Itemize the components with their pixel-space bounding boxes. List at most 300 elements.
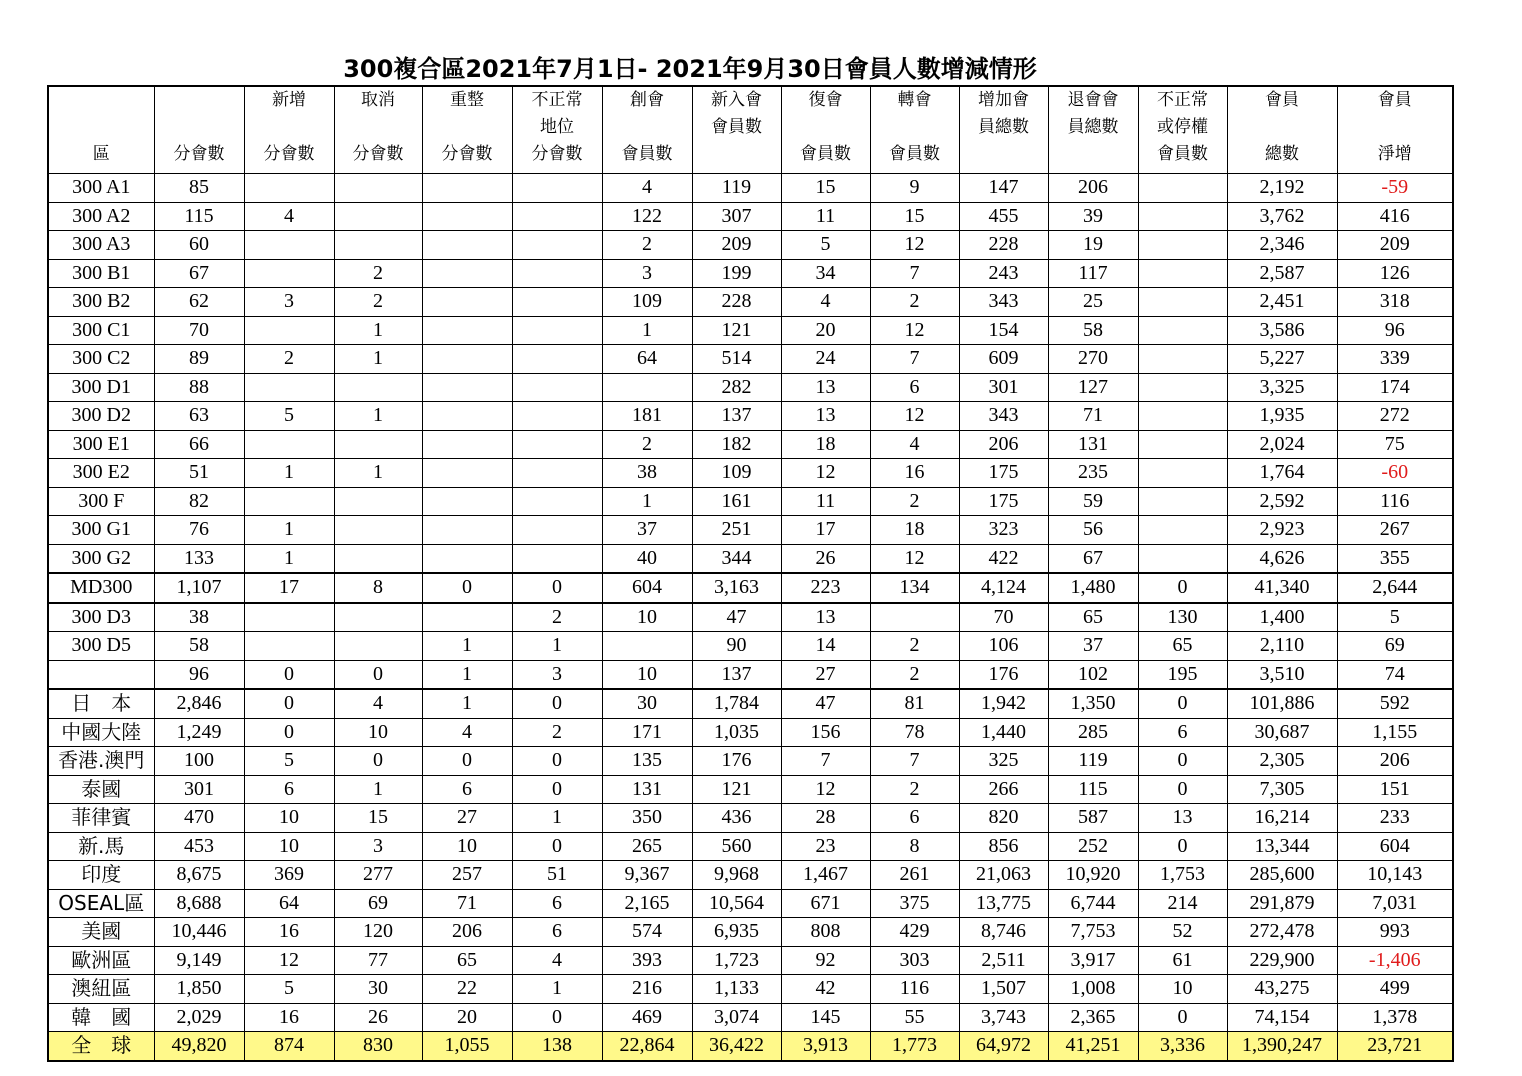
region-cell: 歐洲區 <box>48 946 154 975</box>
column-header-label: 轉會 <box>897 90 932 110</box>
value-cell: 7 <box>870 747 959 776</box>
value-cell: 41,251 <box>1048 1032 1138 1061</box>
table-row <box>48 487 1453 516</box>
value-cell: 3,762 <box>1227 202 1337 231</box>
value-cell: 7,753 <box>1048 918 1138 947</box>
value-cell: 126 <box>1337 259 1453 288</box>
value-cell: 272,478 <box>1227 918 1337 947</box>
value-cell: 6,935 <box>692 918 781 947</box>
table-row <box>48 660 1453 689</box>
value-cell: 133 <box>154 544 244 573</box>
value-cell: 291,879 <box>1227 889 1337 918</box>
value-cell: 106 <box>959 632 1048 661</box>
value-cell: 252 <box>1048 832 1138 861</box>
value-cell: 120 <box>334 918 422 947</box>
value-cell: 71 <box>1048 402 1138 431</box>
value-cell: 12 <box>870 316 959 345</box>
value-cell: 282 <box>692 373 781 402</box>
value-cell: 343 <box>959 288 1048 317</box>
value-cell: 2 <box>870 660 959 689</box>
value-cell: 76 <box>154 516 244 545</box>
value-cell: 830 <box>334 1032 422 1061</box>
value-cell: 12 <box>870 544 959 573</box>
value-cell <box>512 487 602 516</box>
value-cell: 0 <box>1138 747 1227 776</box>
region-cell: 印度 <box>48 861 154 890</box>
value-cell <box>244 316 334 345</box>
column-header-label: 重整 <box>450 90 484 110</box>
column-header <box>781 86 870 174</box>
value-cell: 10 <box>602 660 692 689</box>
value-cell: 1 <box>602 316 692 345</box>
value-cell: 4,626 <box>1227 544 1337 573</box>
value-cell <box>422 231 512 260</box>
value-cell <box>422 316 512 345</box>
value-cell: 1,935 <box>1227 402 1337 431</box>
value-cell: 436 <box>692 804 781 833</box>
value-cell: 59 <box>1048 487 1138 516</box>
value-cell <box>512 316 602 345</box>
value-cell: 1,507 <box>959 975 1048 1004</box>
value-cell <box>334 231 422 260</box>
value-cell: 7 <box>870 345 959 374</box>
value-cell <box>334 603 422 632</box>
value-cell <box>1138 345 1227 374</box>
value-cell: 13,775 <box>959 889 1048 918</box>
table-row <box>48 832 1453 861</box>
value-cell: 18 <box>870 516 959 545</box>
value-cell: 20 <box>781 316 870 345</box>
value-cell <box>244 430 334 459</box>
column-header-label: 或停權 <box>1157 117 1208 137</box>
column-header-label: 會員數 <box>1157 144 1208 164</box>
region-cell: 澳紐區 <box>48 975 154 1004</box>
value-cell: 60 <box>154 231 244 260</box>
value-cell <box>512 430 602 459</box>
value-cell: 1,942 <box>959 689 1048 718</box>
value-cell: 70 <box>959 603 1048 632</box>
value-cell: 137 <box>692 402 781 431</box>
value-cell: 2,165 <box>602 889 692 918</box>
value-cell: 0 <box>1138 775 1227 804</box>
value-cell: 82 <box>154 487 244 516</box>
value-cell: 19 <box>1048 231 1138 260</box>
value-cell: 10,564 <box>692 889 781 918</box>
value-cell: 1,480 <box>1048 573 1138 603</box>
table-row <box>48 288 1453 317</box>
value-cell: 115 <box>1048 775 1138 804</box>
value-cell: 4 <box>602 174 692 203</box>
value-cell: 109 <box>602 288 692 317</box>
column-header-label: 取消 <box>361 90 395 110</box>
value-cell: 17 <box>781 516 870 545</box>
value-cell: 318 <box>1337 288 1453 317</box>
value-cell: 0 <box>512 689 602 718</box>
value-cell: 604 <box>1337 832 1453 861</box>
value-cell: 228 <box>692 288 781 317</box>
value-cell <box>422 202 512 231</box>
value-cell: 1,378 <box>1337 1003 1453 1032</box>
column-header-label: 員總數 <box>978 117 1029 137</box>
column-header-label: 創會 <box>630 90 664 110</box>
value-cell <box>1138 288 1227 317</box>
value-cell: 56 <box>1048 516 1138 545</box>
value-cell: 38 <box>602 459 692 488</box>
value-cell: 0 <box>1138 832 1227 861</box>
value-cell: 1 <box>244 459 334 488</box>
table-row <box>48 747 1453 776</box>
value-cell: 21,063 <box>959 861 1048 890</box>
column-header <box>154 86 244 174</box>
value-cell: 88 <box>154 373 244 402</box>
value-cell: 233 <box>1337 804 1453 833</box>
value-cell: 1,784 <box>692 689 781 718</box>
value-cell: 16 <box>870 459 959 488</box>
report-title: 300複合區2021年7月1日- 2021年9月30日會員人數增減情形 <box>343 55 1037 83</box>
value-cell <box>422 544 512 573</box>
region-cell: 泰國 <box>48 775 154 804</box>
value-cell: 469 <box>602 1003 692 1032</box>
table-row <box>48 459 1453 488</box>
column-header-label: 分會數 <box>352 144 404 164</box>
value-cell: 5,227 <box>1227 345 1337 374</box>
value-cell: 285 <box>1048 718 1138 747</box>
value-cell: 65 <box>422 946 512 975</box>
value-cell: 1,440 <box>959 718 1048 747</box>
value-cell: 3,586 <box>1227 316 1337 345</box>
value-cell: 228 <box>959 231 1048 260</box>
value-cell: 135 <box>602 747 692 776</box>
value-cell <box>334 632 422 661</box>
value-cell: 182 <box>692 430 781 459</box>
region-cell: 香港.澳門 <box>48 747 154 776</box>
value-cell: 671 <box>781 889 870 918</box>
value-cell <box>244 603 334 632</box>
value-cell <box>602 632 692 661</box>
value-cell: 74,154 <box>1227 1003 1337 1032</box>
region-cell: 300 C1 <box>48 316 154 345</box>
value-cell: 22 <box>422 975 512 1004</box>
value-cell: 560 <box>692 832 781 861</box>
value-cell: 470 <box>154 804 244 833</box>
column-header <box>334 86 422 174</box>
value-cell: 119 <box>692 174 781 203</box>
value-cell: 874 <box>244 1032 334 1061</box>
column-header <box>1048 86 1138 174</box>
table-row <box>48 946 1453 975</box>
region-cell: 全 球 <box>48 1032 154 1061</box>
column-header-label: 地位 <box>540 117 574 137</box>
value-cell: 12 <box>870 402 959 431</box>
value-cell: 16 <box>244 1003 334 1032</box>
value-cell: 0 <box>512 747 602 776</box>
value-cell: 13,344 <box>1227 832 1337 861</box>
value-cell: 13 <box>1138 804 1227 833</box>
value-cell: 6,744 <box>1048 889 1138 918</box>
value-cell: 6 <box>512 889 602 918</box>
value-cell: 102 <box>1048 660 1138 689</box>
value-cell: 12 <box>781 775 870 804</box>
region-cell: MD300 <box>48 573 154 603</box>
value-cell <box>512 402 602 431</box>
value-cell: 1 <box>512 975 602 1004</box>
value-cell <box>512 174 602 203</box>
total-row <box>48 1032 1453 1061</box>
value-cell: 261 <box>870 861 959 890</box>
membership-table <box>47 85 1454 1062</box>
table-row <box>48 603 1453 632</box>
value-cell: 1,133 <box>692 975 781 1004</box>
value-cell: 24 <box>781 345 870 374</box>
table-row <box>48 775 1453 804</box>
value-cell: 592 <box>1337 689 1453 718</box>
value-cell: 137 <box>692 660 781 689</box>
value-cell: 355 <box>1337 544 1453 573</box>
value-cell: 3,074 <box>692 1003 781 1032</box>
column-header-label: 淨增 <box>1377 144 1412 164</box>
value-cell: 16 <box>244 918 334 947</box>
value-cell: 10 <box>244 832 334 861</box>
value-cell: 58 <box>154 632 244 661</box>
value-cell: 145 <box>781 1003 870 1032</box>
value-cell <box>334 516 422 545</box>
value-cell <box>422 259 512 288</box>
table-row <box>48 373 1453 402</box>
value-cell: 119 <box>1048 747 1138 776</box>
column-header-label: 總數 <box>1265 144 1299 164</box>
value-cell: 65 <box>1048 603 1138 632</box>
value-cell: 115 <box>154 202 244 231</box>
region-cell: 300 B2 <box>48 288 154 317</box>
region-cell: 300 D5 <box>48 632 154 661</box>
table-row <box>48 516 1453 545</box>
value-cell: 2 <box>244 345 334 374</box>
value-cell: 11 <box>781 202 870 231</box>
value-cell <box>1138 459 1227 488</box>
value-cell: 6 <box>870 804 959 833</box>
value-cell: 30 <box>602 689 692 718</box>
value-cell: 69 <box>334 889 422 918</box>
value-cell: 77 <box>334 946 422 975</box>
table-row <box>48 718 1453 747</box>
table-row <box>48 402 1453 431</box>
value-cell: 66 <box>154 430 244 459</box>
region-cell: 中國大陸 <box>48 718 154 747</box>
value-cell: 339 <box>1337 345 1453 374</box>
value-cell: 9,367 <box>602 861 692 890</box>
value-cell: 151 <box>1337 775 1453 804</box>
value-cell: 323 <box>959 516 1048 545</box>
value-cell: 58 <box>1048 316 1138 345</box>
value-cell: 2 <box>512 718 602 747</box>
value-cell: 2,110 <box>1227 632 1337 661</box>
value-cell: 8 <box>334 573 422 603</box>
value-cell: 0 <box>1138 689 1227 718</box>
value-cell: 0 <box>512 832 602 861</box>
table-row <box>48 430 1453 459</box>
value-cell: 37 <box>1048 632 1138 661</box>
value-cell: 51 <box>512 861 602 890</box>
value-cell: 3,510 <box>1227 660 1337 689</box>
value-cell: 1,753 <box>1138 861 1227 890</box>
value-cell: 285,600 <box>1227 861 1337 890</box>
value-cell: 214 <box>1138 889 1227 918</box>
value-cell: 4,124 <box>959 573 1048 603</box>
value-cell: 12 <box>870 231 959 260</box>
value-cell: -59 <box>1337 174 1453 203</box>
value-cell: 303 <box>870 946 959 975</box>
table-row <box>48 174 1453 203</box>
value-cell: 2,511 <box>959 946 1048 975</box>
value-cell: 243 <box>959 259 1048 288</box>
value-cell: 6 <box>244 775 334 804</box>
value-cell: 0 <box>1138 1003 1227 1032</box>
value-cell: 2,024 <box>1227 430 1337 459</box>
value-cell: 10 <box>334 718 422 747</box>
value-cell <box>244 231 334 260</box>
value-cell: 27 <box>781 660 870 689</box>
region-cell: 300 A1 <box>48 174 154 203</box>
value-cell: 36,422 <box>692 1032 781 1061</box>
value-cell: 20 <box>422 1003 512 1032</box>
value-cell: 17 <box>244 573 334 603</box>
value-cell: 2 <box>334 288 422 317</box>
value-cell <box>334 174 422 203</box>
value-cell <box>512 345 602 374</box>
value-cell: 156 <box>781 718 870 747</box>
value-cell: 993 <box>1337 918 1453 947</box>
value-cell: 429 <box>870 918 959 947</box>
value-cell: -1,406 <box>1337 946 1453 975</box>
value-cell <box>1138 487 1227 516</box>
value-cell: 235 <box>1048 459 1138 488</box>
value-cell: 1,850 <box>154 975 244 1004</box>
value-cell <box>512 231 602 260</box>
value-cell: 1,055 <box>422 1032 512 1061</box>
value-cell: 455 <box>959 202 1048 231</box>
table-row <box>48 259 1453 288</box>
value-cell: 15 <box>781 174 870 203</box>
value-cell: 375 <box>870 889 959 918</box>
value-cell: 176 <box>692 747 781 776</box>
table-row <box>48 918 1453 947</box>
value-cell: 154 <box>959 316 1048 345</box>
value-cell: 122 <box>602 202 692 231</box>
region-cell: 300 E1 <box>48 430 154 459</box>
value-cell: 2 <box>602 231 692 260</box>
value-cell: 138 <box>512 1032 602 1061</box>
value-cell: 174 <box>1337 373 1453 402</box>
value-cell <box>1138 402 1227 431</box>
value-cell: 12 <box>244 946 334 975</box>
table-row <box>48 889 1453 918</box>
value-cell: 176 <box>959 660 1048 689</box>
value-cell: 3 <box>512 660 602 689</box>
value-cell: 9 <box>870 174 959 203</box>
value-cell: 7,305 <box>1227 775 1337 804</box>
value-cell: 34 <box>781 259 870 288</box>
value-cell: 2,192 <box>1227 174 1337 203</box>
value-cell: 1,400 <box>1227 603 1337 632</box>
value-cell: 5 <box>244 747 334 776</box>
value-cell: 514 <box>692 345 781 374</box>
value-cell: 206 <box>959 430 1048 459</box>
value-cell: 1,764 <box>1227 459 1337 488</box>
region-cell: 300 F <box>48 487 154 516</box>
column-header-label: 會員數 <box>621 144 673 164</box>
value-cell: 1 <box>602 487 692 516</box>
value-cell: 1 <box>422 689 512 718</box>
value-cell <box>512 459 602 488</box>
value-cell: 0 <box>1138 573 1227 603</box>
region-cell: 300 C2 <box>48 345 154 374</box>
value-cell: 5 <box>781 231 870 260</box>
value-cell: 40 <box>602 544 692 573</box>
value-cell: 266 <box>959 775 1048 804</box>
column-header-label: 會員 <box>1265 90 1299 110</box>
table-row <box>48 861 1453 890</box>
region-cell: OSEAL區 <box>48 889 154 918</box>
value-cell <box>334 373 422 402</box>
value-cell: 499 <box>1337 975 1453 1004</box>
value-cell: 16,214 <box>1227 804 1337 833</box>
value-cell: 267 <box>1337 516 1453 545</box>
value-cell: 3 <box>602 259 692 288</box>
header-row <box>48 86 1453 174</box>
value-cell: 609 <box>959 345 1048 374</box>
column-header-label: 不正常 <box>1157 90 1208 110</box>
value-cell: 2 <box>602 430 692 459</box>
value-cell: 3 <box>244 288 334 317</box>
value-cell: 96 <box>1337 316 1453 345</box>
value-cell: 4 <box>870 430 959 459</box>
value-cell: 1,350 <box>1048 689 1138 718</box>
value-cell: 856 <box>959 832 1048 861</box>
value-cell: 7,031 <box>1337 889 1453 918</box>
value-cell: 25 <box>1048 288 1138 317</box>
table-row <box>48 804 1453 833</box>
value-cell: 2,644 <box>1337 573 1453 603</box>
column-header <box>692 86 781 174</box>
value-cell: 393 <box>602 946 692 975</box>
value-cell: 26 <box>334 1003 422 1032</box>
value-cell: 6 <box>512 918 602 947</box>
value-cell: 101,886 <box>1227 689 1337 718</box>
value-cell: 22,864 <box>602 1032 692 1061</box>
value-cell: 67 <box>1048 544 1138 573</box>
value-cell: 117 <box>1048 259 1138 288</box>
value-cell: 23,721 <box>1337 1032 1453 1061</box>
value-cell: 9,149 <box>154 946 244 975</box>
value-cell: 30,687 <box>1227 718 1337 747</box>
value-cell: 6 <box>1138 718 1227 747</box>
column-header <box>602 86 692 174</box>
value-cell: 0 <box>244 689 334 718</box>
value-cell <box>244 632 334 661</box>
value-cell: 0 <box>512 775 602 804</box>
value-cell: 175 <box>959 459 1048 488</box>
region-cell: 300 B1 <box>48 259 154 288</box>
column-header-label: 員總數 <box>1067 117 1119 137</box>
value-cell: 206 <box>422 918 512 947</box>
value-cell <box>422 345 512 374</box>
value-cell: 37 <box>602 516 692 545</box>
column-header <box>959 86 1048 174</box>
value-cell: 209 <box>692 231 781 260</box>
value-cell: 12 <box>781 459 870 488</box>
column-header-label: 退會會 <box>1067 90 1119 110</box>
value-cell <box>512 516 602 545</box>
